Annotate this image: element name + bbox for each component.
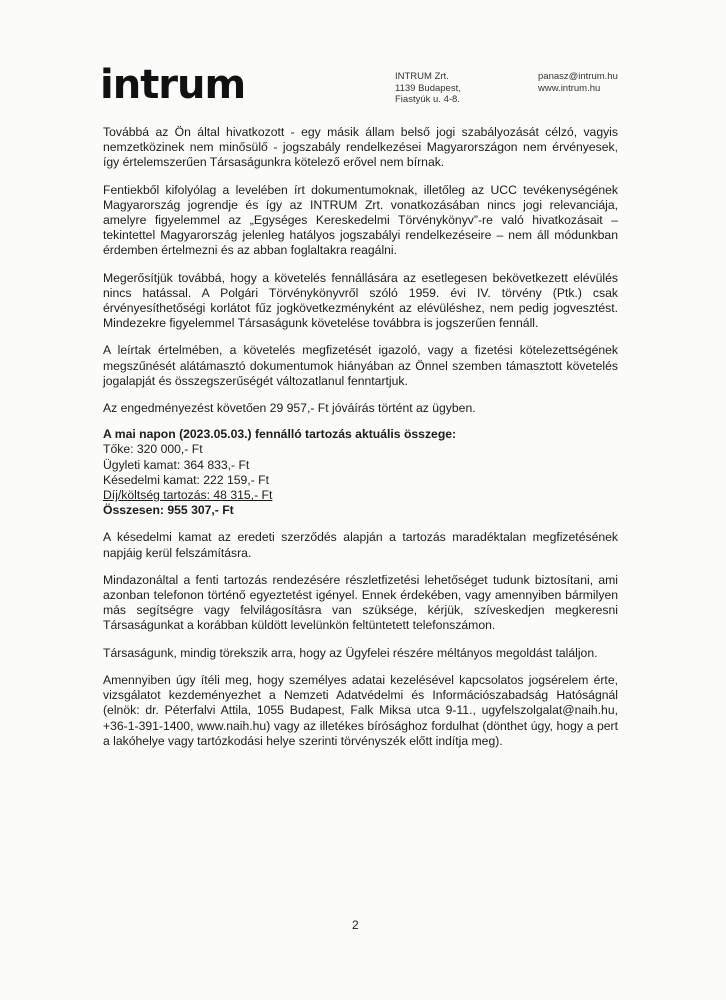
paragraph: Továbbá az Ön által hivatkozott - egy másik állam belső jogi szabályozását célzó, vagyis nemzetközinek nem minősülő - jogszabály rendelkezései Magyarországon nem érvényesek, így értelemszerűen Társaságunkra kötelező erővel nem bírnak. bbox=[103, 125, 618, 170]
paragraph: Társaságunk, mindig törekszik arra, hogy az Ügyfelei részére méltányos megoldást találjon. bbox=[103, 645, 598, 660]
company-contact bbox=[538, 71, 618, 94]
address-line: Fiastyúk u. 4-8. bbox=[395, 94, 460, 105]
company-address bbox=[395, 71, 461, 106]
debt-total: Összesen: 955 307,- Ft bbox=[103, 503, 234, 518]
paragraph: A leírtak értelmében, a követelés megfizetését igazoló, vagy a fizetési kötelezettségének megszűnését alátámasztó dokumentumok hiányában az Önnel szemben támasztott követelés jogalapját és összegszerűségét változatlanul fenntartjuk. bbox=[103, 343, 618, 388]
debt-fees: Díj/költség tartozás: 48 315,- Ft bbox=[103, 488, 273, 503]
debt-principal: Tőke: 320 000,- Ft bbox=[103, 442, 203, 457]
paragraph: Amennyiben úgy ítéli meg, hogy személyes adatai kezelésével kapcsolatos jogsérelem érte, vizsgálatot kezdeményezhet a Nemzeti Adatvédelmi és Információszabadság Hatóságnál (elnök: dr. Péterfalvi Attila, 1055 Budapest, Falk Miksa utca 9-11., ugyfelszolgalat@naih.hu, +36-1-391-1400, www.naih.hu) vagy az illetékes bírósághoz fordulhat (dönthet úgy, hogy a pert a lakóhelye vagy tartózkodási helye szerinti törvényszék előtt indítja meg). bbox=[103, 672, 618, 748]
page-number: 2 bbox=[352, 918, 359, 932]
contact-email: panasz@intrum.hu bbox=[538, 71, 618, 82]
address-line: INTRUM Zrt. bbox=[395, 71, 449, 82]
paragraph: Mindazonáltal a fenti tartozás rendezésére részletfizetési lehetőséget tudunk biztosítani, ami azonban telefonon történő egyeztetést igényel. Ennek érdekében, vagy amennyiben bármilyen más segítségre vagy felvilágosításra van szüksége, kérjük, szíveskedjen megkeresni Társaságunkat a korábban küldött levelünkön feltüntetett telefonszámon. bbox=[103, 572, 618, 633]
debt-contract-interest: Ügyleti kamat: 364 833,- Ft bbox=[103, 457, 250, 472]
intrum-logo: intrum bbox=[100, 62, 246, 108]
paragraph: Megerősítjük továbbá, hogy a követelés fennállására az esetlegesen bekövetkezett elévülés nincs hatással. A Polgári Törvénykönyvről szóló 1959. évi IV. törvény (Ptk.) csak érvényesíthetőségi korlátot fűz jogkövetkezményként az elévüléshez, nem pedig jogvesztést. Mindezekre figyelemmel Társaságunk követelése továbbra is jogszerűen fennáll. bbox=[103, 270, 618, 331]
letter-body bbox=[103, 125, 618, 761]
paragraph: A késedelmi kamat az eredeti szerződés alapján a tartozás maradéktalan megfizetésének napjáig kerül felszámításra. bbox=[103, 530, 618, 560]
debt-summary bbox=[103, 427, 618, 518]
debt-summary-heading: A mai napon (2023.05.03.) fennálló tartozás aktuális összege: bbox=[103, 427, 457, 442]
paragraph: Fentiekből kifolyólag a levelében írt dokumentumoknak, illetőleg az UCC tevékenységének Magyarország jogrendje és így az INTRUM Zrt. vonatkozásában nincs jogi relevanciája, amelyre figyelemmel az „Egységes Kereskedelmi Törvénykönyv”-re való hivatkozásait – tekintettel Magyarország jelenleg hatályos jogszabályi rendelkezéseire – nem áll módunkban érdemben értelmezni és az abban foglaltakra reagálni. bbox=[103, 182, 618, 258]
debt-late-interest: Késedelmi kamat: 222 159,- Ft bbox=[103, 472, 269, 487]
address-line: 1139 Budapest, bbox=[395, 82, 461, 94]
contact-website: www.intrum.hu bbox=[538, 82, 601, 94]
paragraph: Az engedményezést követően 29 957,- Ft jóváírás történt az ügyben. bbox=[103, 401, 476, 416]
